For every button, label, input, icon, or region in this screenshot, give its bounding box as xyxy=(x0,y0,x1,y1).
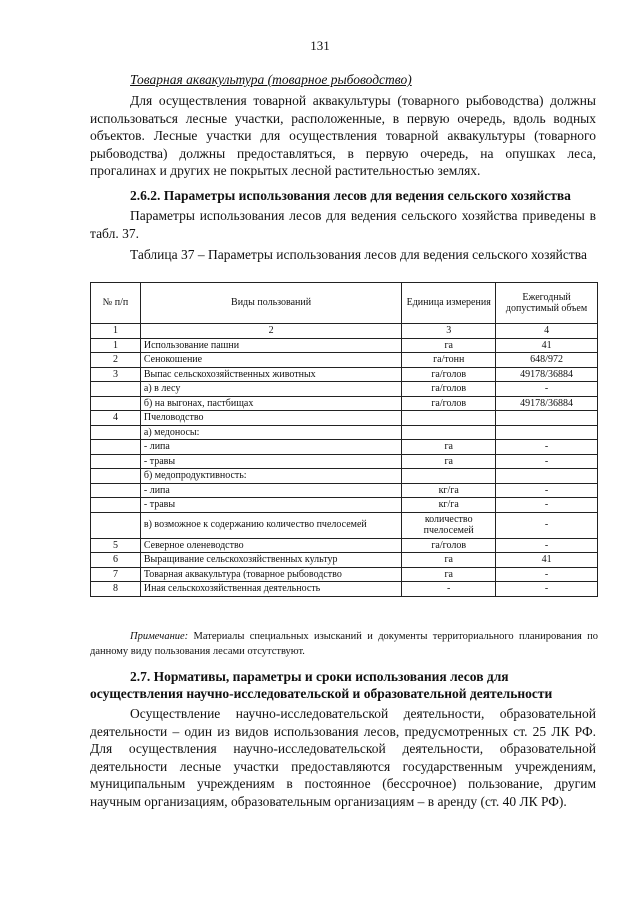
table-header-row xyxy=(91,283,598,324)
heading-2-6-2: 2.6.2. Параметры использования лесов для ведения сельского хозяйства xyxy=(130,188,571,203)
row-unit: га xyxy=(402,338,496,353)
row-volume: 49178/36884 xyxy=(496,396,598,411)
row-number xyxy=(91,483,141,498)
row-usage-type: Пчеловодство xyxy=(140,411,401,426)
table-row xyxy=(91,425,598,440)
row-volume: 41 xyxy=(496,338,598,353)
table-row xyxy=(91,396,598,411)
col-number: 2 xyxy=(140,324,401,339)
paragraph-table-intro: Параметры использования лесов для ведения сельского хозяйства приведены в табл. 37. xyxy=(90,208,596,241)
row-usage-type: - травы xyxy=(140,454,401,469)
row-usage-type: - липа xyxy=(140,483,401,498)
row-number: 2 xyxy=(91,353,141,368)
table-caption: Таблица 37 – Параметры использования лесов для ведения сельского хозяйства xyxy=(130,247,587,262)
row-volume: - xyxy=(496,582,598,597)
row-volume: - xyxy=(496,382,598,397)
row-number: 8 xyxy=(91,582,141,597)
col-number: 3 xyxy=(402,324,496,339)
table-row xyxy=(91,440,598,455)
row-usage-type: Сенокошение xyxy=(140,353,401,368)
row-usage-type: в) возможное к содержанию количество пчелосемей xyxy=(140,512,401,538)
paragraph-research: Осуществление научно-исследовательской деятельности, образовательной деятельности – один из видов использования лесов, предусмотренных ст. 25 ЛК РФ. Для осуществления научно-исследовательской деятельности, образовательной деятельности лесные участки предоставляются государственным учреждениям, муниципальным учреждениям в постоянное (бессрочное) пользование, другим научным организациям, образовательным организациям – в аренду (ст. 40 ЛК РФ). xyxy=(90,706,596,809)
heading-2-7: 2.7. Нормативы, параметры и сроки использования лесов для осуществления научно-исследовательской и образовательной деятельности xyxy=(90,669,553,701)
page-number: 131 xyxy=(310,38,330,53)
row-unit: га xyxy=(402,567,496,582)
table-row xyxy=(91,498,598,513)
note-text: Материалы специальных изысканий и документы территориального планирования по данному виду пользования лесами отсутствуют. xyxy=(90,631,598,657)
row-volume xyxy=(496,469,598,484)
row-number xyxy=(91,512,141,538)
row-unit: га xyxy=(402,553,496,568)
row-usage-type: а) в лесу xyxy=(140,382,401,397)
row-number xyxy=(91,498,141,513)
row-volume: - xyxy=(496,440,598,455)
table-row xyxy=(91,567,598,582)
row-unit: га/голов xyxy=(402,396,496,411)
table-row xyxy=(91,382,598,397)
row-number xyxy=(91,469,141,484)
row-number xyxy=(91,382,141,397)
table-row xyxy=(91,411,598,426)
row-volume: - xyxy=(496,498,598,513)
row-number: 6 xyxy=(91,553,141,568)
row-volume: 41 xyxy=(496,553,598,568)
table-row xyxy=(91,553,598,568)
row-usage-type: Использование пашни xyxy=(140,338,401,353)
header-type: Виды пользований xyxy=(140,283,401,324)
row-unit xyxy=(402,425,496,440)
table-note xyxy=(90,630,598,659)
row-number: 3 xyxy=(91,367,141,382)
table-row xyxy=(91,483,598,498)
row-unit: - xyxy=(402,582,496,597)
paragraph-aquaculture: Для осуществления товарной аквакультуры (товарного рыбоводства) должны использоваться лесные участки, расположенные, в первую очередь, вдоль водных объектов. Лесные участки для осуществления товарной аквакультуры (товарного рыбоводства) должны предоставляться, в первую очередь, на опушках леса, прогалинах и других не покрытых лесной растительностью землях. xyxy=(90,93,596,178)
row-number: 1 xyxy=(91,338,141,353)
row-volume: - xyxy=(496,454,598,469)
table-row xyxy=(91,538,598,553)
row-unit xyxy=(402,469,496,484)
row-usage-type: Северное оленеводство xyxy=(140,538,401,553)
table-row xyxy=(91,353,598,368)
row-volume: - xyxy=(496,512,598,538)
row-unit xyxy=(402,411,496,426)
row-unit: га xyxy=(402,454,496,469)
row-unit: га xyxy=(402,440,496,455)
row-usage-type: Товарная аквакультура (товарное рыбоводство xyxy=(140,567,401,582)
parameters-table xyxy=(90,282,598,597)
header-unit: Единица измерения xyxy=(402,283,496,324)
row-number: 7 xyxy=(91,567,141,582)
row-unit: количество пчелосемей xyxy=(402,512,496,538)
row-unit: га/голов xyxy=(402,367,496,382)
row-usage-type: Выращивание сельскохозяйственных культур xyxy=(140,553,401,568)
col-number: 4 xyxy=(496,324,598,339)
row-volume xyxy=(496,411,598,426)
table-row xyxy=(91,338,598,353)
table-row xyxy=(91,512,598,538)
table-row xyxy=(91,469,598,484)
table-row xyxy=(91,582,598,597)
row-unit: га/голов xyxy=(402,538,496,553)
table-row xyxy=(91,454,598,469)
row-usage-type: Выпас сельскохозяйственных животных xyxy=(140,367,401,382)
row-unit: кг/га xyxy=(402,483,496,498)
row-usage-type: - липа xyxy=(140,440,401,455)
note-label: Примечание: xyxy=(130,631,189,642)
table-row xyxy=(91,367,598,382)
header-num: № п/п xyxy=(91,283,141,324)
row-usage-type: б) медопродуктивность: xyxy=(140,469,401,484)
row-number xyxy=(91,425,141,440)
row-number xyxy=(91,396,141,411)
row-usage-type: Иная сельскохозяйственная деятельность xyxy=(140,582,401,597)
row-usage-type: а) медоносы: xyxy=(140,425,401,440)
header-volume: Ежегодный допустимый объем xyxy=(496,283,598,324)
row-number: 4 xyxy=(91,411,141,426)
row-volume: 648/972 xyxy=(496,353,598,368)
row-volume xyxy=(496,425,598,440)
row-volume: - xyxy=(496,538,598,553)
row-volume: 49178/36884 xyxy=(496,367,598,382)
row-volume: - xyxy=(496,567,598,582)
col-number: 1 xyxy=(91,324,141,339)
row-number xyxy=(91,454,141,469)
row-usage-type: - травы xyxy=(140,498,401,513)
section-subtitle: Товарная аквакультура (товарное рыбоводство) xyxy=(130,72,412,87)
row-unit: кг/га xyxy=(402,498,496,513)
row-number: 5 xyxy=(91,538,141,553)
table-column-numbers-row xyxy=(91,324,598,339)
row-usage-type: б) на выгонах, пастбищах xyxy=(140,396,401,411)
row-unit: га/голов xyxy=(402,382,496,397)
row-unit: га/тонн xyxy=(402,353,496,368)
row-volume: - xyxy=(496,483,598,498)
row-number xyxy=(91,440,141,455)
